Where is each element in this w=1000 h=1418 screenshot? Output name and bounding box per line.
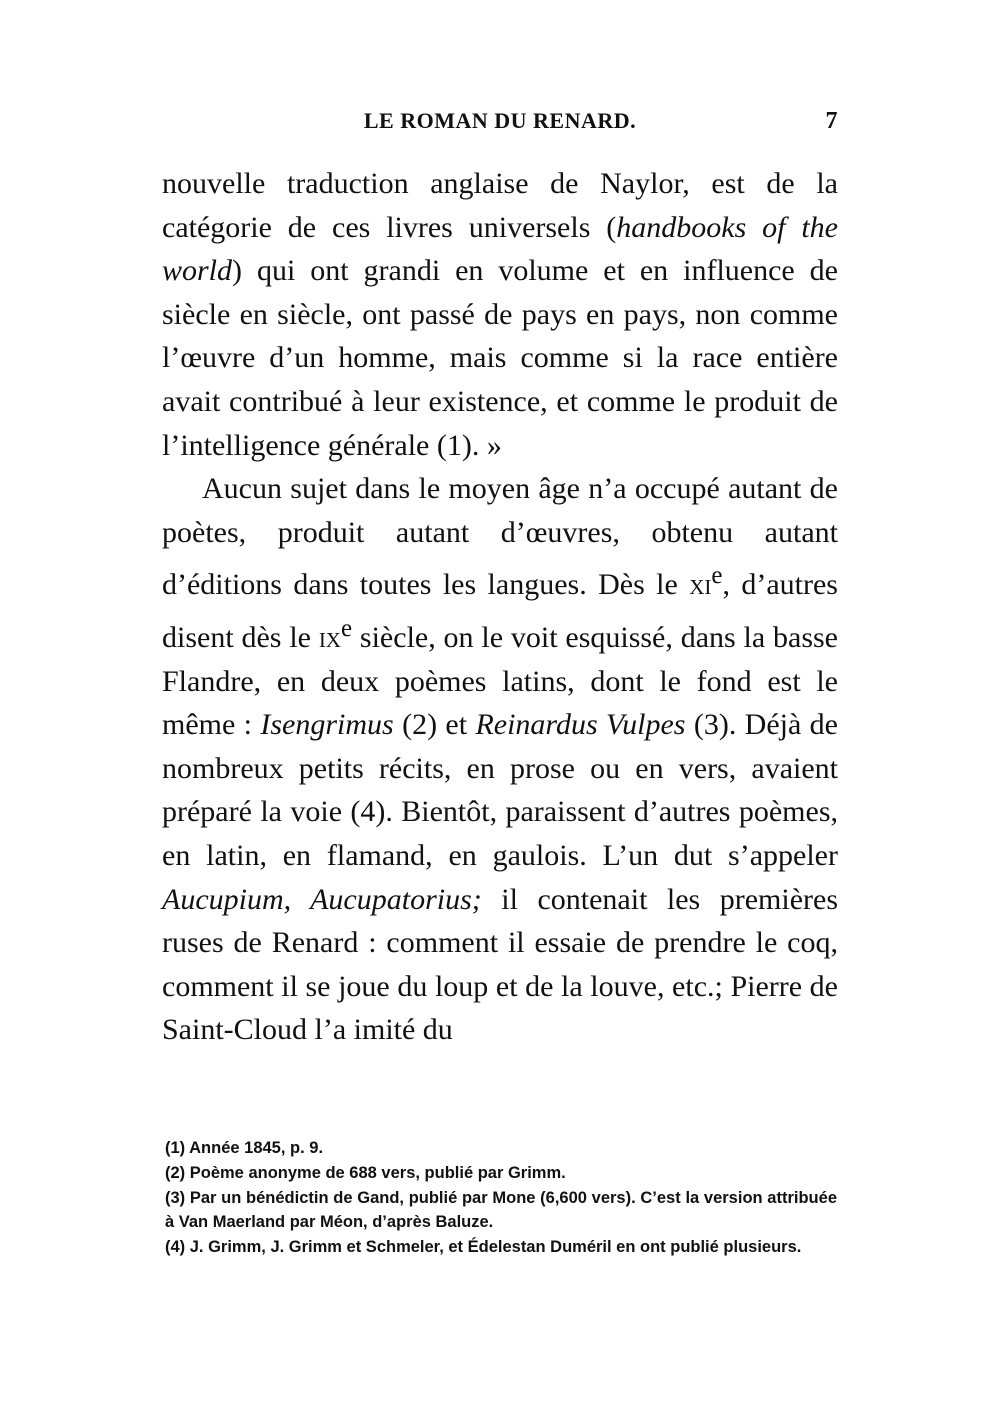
running-title: LE ROMAN DU RENARD. (363, 108, 637, 133)
text-run: nouvelle traduction anglaise de Naylor, est de la catégorie de ces livres universels ( (162, 167, 838, 244)
page-number: 7 (825, 108, 838, 134)
superscript: e (340, 614, 353, 642)
superscript: e (711, 562, 723, 590)
text-run: (2) et (393, 708, 476, 742)
text-run: (3). Déjà de nombreux petits récits, en prose ou en vers, avaient préparé la voie (4). Bientôt, paraissent d’autres poèmes, en latin, en flamand, en gaulois. L’un dut s’appeler (162, 708, 838, 872)
italic-title: Reinardus Vulpes (475, 708, 686, 742)
text-run: ) qui ont grandi en volume et en influence de siècle en siècle, ont passé de pays en pays, non comme l’œuvre d’un homme, mais comme si la race entière avait contribué à leur existence, et comme le produit de l’intelligence générale (1). » (162, 254, 838, 462)
footnote: (2) Poème anonyme de 688 vers, publié par Grimm. (165, 1164, 566, 1182)
italic-phrase: handbooks of the world (162, 210, 838, 288)
text-run: siècle, on le voit esquissé, dans la basse Flandre, en deux poèmes latins, dont le fond est le même : (162, 620, 838, 742)
footnotes (165, 1136, 837, 1260)
italic-title: Aucupium, Aucupatorius; (162, 882, 482, 916)
paragraph-continued (162, 162, 838, 467)
footnote: (4) J. Grimm, J. Grimm et Schmeler, et Édelestan Duméril en ont publié plusieurs. (165, 1238, 802, 1256)
roman-numeral: xi (689, 568, 712, 602)
footnote: (1) Année 1845, p. 9. (165, 1139, 324, 1157)
main-text (162, 162, 838, 1052)
text-run: il contenait les premières ruses de Renard : comment il essaie de prendre le coq, comment il se joue du loup et de la louve, etc.; Pierre de Saint-Cloud l’a imité du (162, 882, 839, 1047)
text-run: , d’autres disent dès le (162, 568, 838, 654)
footnote: (3) Par un bénédictin de Gand, publié par Mone (6,600 vers). C’est la version attribuée à Van Maerland par Méon, d’après Baluze. (165, 1189, 837, 1231)
paragraph (162, 467, 838, 1052)
running-header (162, 108, 838, 142)
roman-numeral: ix (318, 620, 341, 654)
italic-title: Isengrimus (260, 708, 394, 742)
text-run: Aucun sujet dans le moyen âge n’a occupé autant de poètes, produit autant d’œuvres, obtenu autant d’éditions dans toutes les langues. Dès le (162, 472, 838, 602)
